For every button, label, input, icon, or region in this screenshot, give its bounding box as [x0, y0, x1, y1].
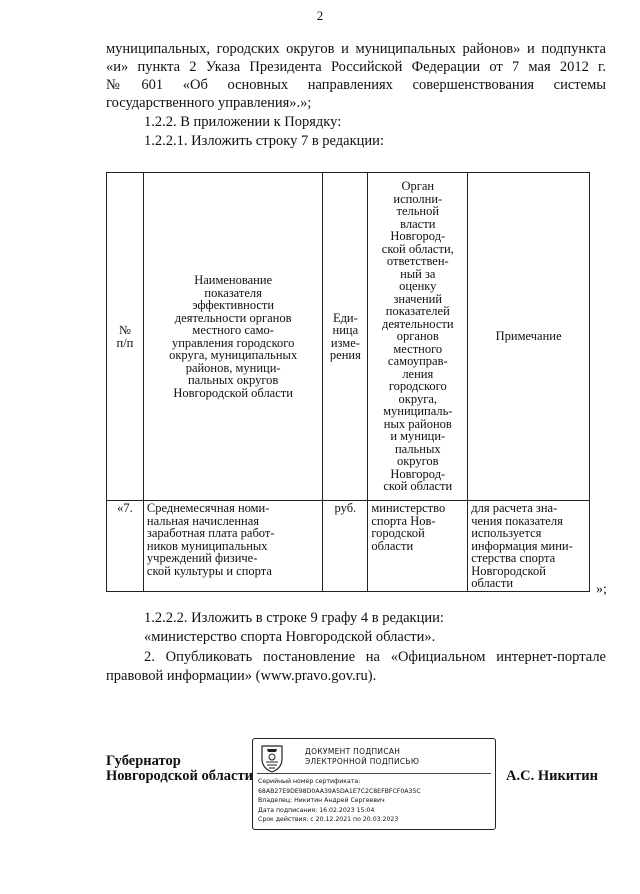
item-2-line-2: правовой информации» (www.pravo.gov.ru). — [106, 668, 377, 684]
closing-quote: »; — [596, 582, 607, 597]
intro-line-1: муниципальных, городских округов и муниципальных районов» и подпункта — [106, 41, 606, 57]
intro-line-4: государственного управления».»; — [106, 95, 312, 111]
quote-ministry: «министерство спорта Новгородской области». — [144, 629, 436, 645]
coat-of-arms-icon — [259, 743, 285, 773]
intro-line-2: «и» пункта 2 Указа Президента Российской Федерации от 7 мая 2012 г. — [106, 59, 606, 75]
item-1-2-2-1: 1.2.2.1. Изложить строку 7 в редакции: — [144, 133, 384, 149]
stamp-heading: ДОКУМЕНТ ПОДПИСАН ЭЛЕКТРОННОЙ ПОДПИСЬЮ — [305, 747, 420, 766]
row-indicator: Среднемесячная номи- нальная начисленная заработная плата работ- ников муниципальных учреждений физиче- ской культуры и спорта — [143, 501, 322, 592]
indicator-table — [106, 172, 590, 592]
row-authority: министерство спорта Нов- городской области — [368, 501, 468, 592]
header-authority: Орган исполни- тельной власти Новгород- ской области, ответствен- ный за оценку значений показателей деятельности органов местного самоуправ- ления городского округа, муниципаль- ных районов и муници- пальных округов Новгород- ской области — [368, 173, 468, 501]
item-1-2-2-2: 1.2.2.2. Изложить в строке 9 графу 4 в редакции: — [144, 610, 444, 626]
intro-line-3: № 601 «Об основных направлениях совершенствования системы — [106, 77, 606, 93]
table-row — [107, 501, 590, 592]
header-unit: Еди- ница изме- рения — [323, 173, 368, 501]
stamp-details: Серийный номер сертификата: 68AB27E9DE98D0AA39A5DA1E7C2C8EFBFCF0A35C Владелец: Никитин Андрей Сергеевич Дата подписания: 16.02.2023 15:04 Срок действия: с 20.12.2021 по 20.03.2023 — [258, 778, 421, 824]
signatory-title: Губернатор Новгородской области — [106, 753, 253, 784]
header-indicator: Наименование показателя эффективности деятельности органов местного само- управления городского округа, муниципальных районов, муници- пальных округов Новгородской области — [143, 173, 322, 501]
stamp-divider — [257, 773, 491, 774]
signatory-name: А.С. Никитин — [506, 768, 598, 784]
row-note: для расчета зна- чения показателя используется информация мини- стерства спорта Новгородской области — [468, 501, 590, 592]
row-number: «7. — [107, 501, 144, 592]
header-number: № п/п — [107, 173, 144, 501]
item-2-line-1: 2. Опубликовать постановление на «Официальном интернет-портале — [144, 649, 606, 665]
header-note: Примечание — [468, 173, 590, 501]
row-unit: руб. — [323, 501, 368, 592]
page-number: 2 — [316, 8, 324, 23]
table-header-row — [107, 173, 590, 501]
electronic-signature-stamp — [252, 738, 496, 830]
item-1-2-2: 1.2.2. В приложении к Порядку: — [144, 114, 342, 130]
